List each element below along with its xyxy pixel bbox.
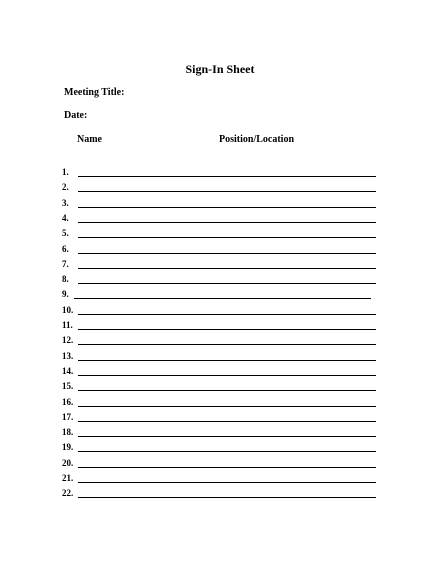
sign-in-row	[62, 411, 382, 423]
row-number: 22.	[62, 488, 74, 499]
sign-in-row	[62, 334, 382, 346]
meeting-title-label: Meeting Title:	[64, 87, 125, 98]
sign-in-row	[62, 472, 382, 484]
signature-line	[78, 390, 376, 391]
row-number: 3.	[62, 197, 69, 208]
sign-in-row	[62, 350, 382, 362]
signature-line	[78, 283, 376, 284]
sign-in-row	[62, 212, 382, 224]
signature-line	[78, 237, 376, 238]
sign-in-row	[62, 319, 382, 331]
signature-line	[78, 176, 376, 177]
signature-line	[78, 344, 376, 345]
sign-in-row	[62, 457, 382, 469]
sign-in-row	[62, 365, 382, 377]
row-number: 4.	[62, 212, 69, 223]
signature-line	[78, 467, 376, 468]
signature-line	[78, 406, 376, 407]
signature-line	[78, 314, 376, 315]
sign-in-row	[62, 197, 382, 209]
sign-in-row	[62, 181, 382, 193]
row-number: 18.	[62, 427, 74, 438]
position-column-header: Position/Location	[219, 134, 295, 145]
signature-line	[78, 222, 376, 223]
signature-line	[78, 421, 376, 422]
signature-line	[78, 360, 376, 361]
row-number: 5.	[62, 228, 69, 239]
signature-line	[78, 329, 376, 330]
signature-line	[78, 451, 376, 452]
signature-line	[78, 253, 376, 254]
sign-in-row	[62, 426, 382, 438]
sign-in-row	[62, 304, 382, 316]
signature-line	[74, 298, 371, 299]
row-number: 1.	[62, 167, 69, 177]
signature-line	[78, 497, 376, 498]
signature-line	[78, 207, 376, 208]
sign-in-row	[62, 441, 382, 453]
row-number: 11.	[62, 320, 73, 330]
row-number: 2.	[62, 182, 69, 193]
row-number: 17.	[62, 411, 74, 422]
sign-in-row	[62, 258, 382, 270]
row-number: 12.	[62, 335, 74, 346]
row-number: 19.	[62, 442, 74, 453]
sign-in-row	[62, 380, 382, 392]
signature-line	[78, 436, 376, 437]
signature-line	[78, 268, 376, 269]
row-number: 20.	[62, 457, 74, 468]
row-number: 6.	[62, 243, 69, 254]
row-number: 21.	[62, 473, 74, 483]
row-number: 13.	[62, 350, 74, 361]
sign-in-row	[62, 487, 382, 499]
page-title: Sign-In Sheet	[185, 62, 255, 76]
sign-in-row	[62, 288, 382, 300]
signature-line	[78, 482, 376, 483]
sign-in-row	[62, 166, 382, 178]
signature-line	[78, 375, 376, 376]
sign-in-row	[62, 227, 382, 239]
row-number: 10.	[62, 304, 74, 315]
row-number: 15.	[62, 381, 74, 392]
row-number: 14.	[62, 365, 74, 376]
row-number: 8.	[62, 274, 69, 285]
row-number: 7.	[62, 258, 69, 269]
sign-in-row	[62, 396, 382, 408]
row-number: 9.	[62, 289, 69, 300]
name-column-header: Name	[77, 134, 102, 145]
date-label: Date:	[64, 110, 88, 121]
sign-in-row	[62, 273, 382, 285]
row-number: 16.	[62, 396, 74, 407]
sign-in-row	[62, 243, 382, 255]
signature-line	[78, 191, 376, 192]
